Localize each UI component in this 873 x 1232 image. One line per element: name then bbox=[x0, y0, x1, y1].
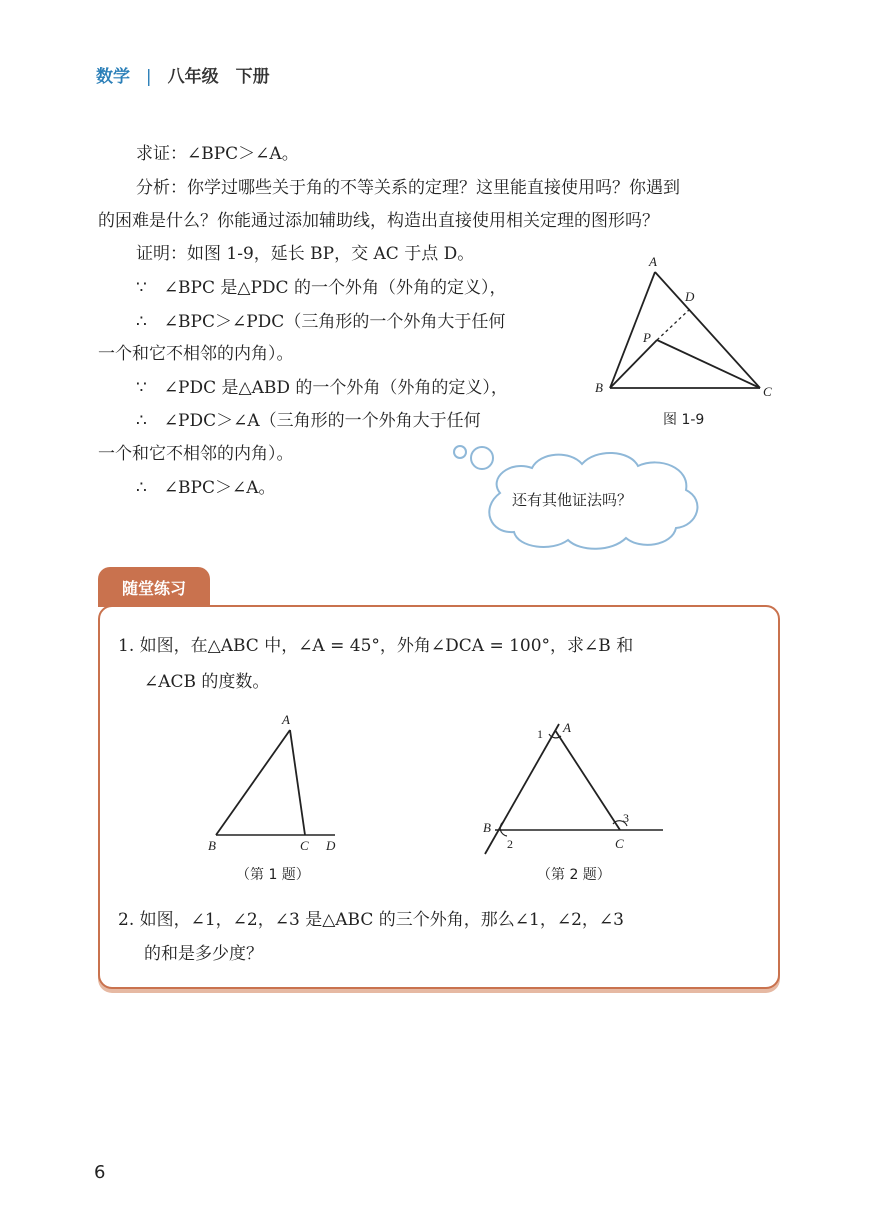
q2-label-1: 1 bbox=[537, 727, 543, 741]
proof-line-11: ∴ ∠BPC＞∠A。 bbox=[136, 478, 276, 498]
q2-label-3: 3 bbox=[623, 811, 629, 825]
header-subject: 数学 bbox=[96, 67, 130, 87]
question-2-line-1: 2. 如图，∠1，∠2，∠3 是△ABC 的三个外角，那么∠1，∠2，∠3 bbox=[118, 910, 624, 930]
fig19-label-b: B bbox=[595, 380, 603, 395]
question-1-line-1: 1. 如图，在△ABC 中，∠A = 45°，外角∠DCA = 100°，求∠B 和 bbox=[118, 636, 634, 656]
fig19-segment-pc bbox=[657, 340, 760, 388]
figure-1-9 bbox=[585, 250, 785, 410]
practice-title: 随堂练习 bbox=[98, 567, 210, 607]
fig19-label-p: P bbox=[643, 330, 651, 345]
proof-line-10: 一个和它不相邻的内角）。 bbox=[98, 444, 294, 464]
proof-line-5: ∵ ∠BPC 是△PDC 的一个外角（外角的定义）， bbox=[136, 278, 507, 298]
q1-label-d: D bbox=[326, 838, 336, 853]
q2-label-a: A bbox=[563, 720, 571, 735]
fig19-label-d: D bbox=[685, 289, 695, 304]
q2-caption: （第 2 题） bbox=[537, 867, 611, 883]
proof-line-4: 证明：如图 1-9，延长 BP，交 AC 于点 D。 bbox=[136, 244, 475, 264]
header-grade: 八年级 下册 bbox=[167, 67, 270, 87]
q2-label-2: 2 bbox=[507, 837, 513, 851]
q1-caption: （第 1 题） bbox=[236, 867, 310, 883]
fig19-extension-pd bbox=[657, 308, 691, 340]
figure-q1 bbox=[200, 708, 360, 858]
q1-edge-ab bbox=[216, 730, 290, 835]
page-header bbox=[96, 62, 270, 87]
fig19-label-a: A bbox=[649, 254, 657, 269]
q1-label-a: A bbox=[282, 712, 290, 727]
fig19-caption: 图 1-9 bbox=[663, 412, 705, 428]
q2-angle-2-arc bbox=[500, 822, 507, 836]
question-2-line-2: 的和是多少度？ bbox=[144, 944, 263, 964]
q1-label-c: C bbox=[300, 838, 309, 853]
fig19-edge-ac bbox=[655, 272, 760, 388]
q2-label-b: B bbox=[483, 820, 491, 835]
fig19-label-c: C bbox=[763, 384, 772, 399]
q2-line-ab-extended bbox=[485, 724, 559, 854]
proof-line-8: ∵ ∠PDC 是△ABD 的一个外角（外角的定义）， bbox=[136, 378, 508, 398]
proof-line-3: 的困难是什么？你能通过添加辅助线，构造出直接使用相关定理的图形吗？ bbox=[98, 211, 659, 231]
figure-q2 bbox=[475, 712, 675, 862]
q1-label-b: B bbox=[208, 838, 216, 853]
proof-line-2: 分析：你学过哪些关于角的不等关系的定理？这里能直接使用吗？你遇到 bbox=[136, 178, 680, 198]
q2-label-c: C bbox=[615, 836, 624, 851]
proof-line-6: ∴ ∠BPC＞∠PDC（三角形的一个外角大于任何 bbox=[136, 312, 506, 332]
page-number: 6 bbox=[94, 1162, 106, 1183]
q2-edge-ac bbox=[555, 730, 620, 830]
proof-line-1: 求证：∠BPC＞∠A。 bbox=[136, 144, 299, 164]
header-separator: | bbox=[145, 67, 152, 87]
question-1-line-2: ∠ACB 的度数。 bbox=[144, 672, 270, 692]
fig19-segment-bp bbox=[610, 340, 657, 388]
proof-line-7: 一个和它不相邻的内角）。 bbox=[98, 344, 294, 364]
bubble-text: 还有其他证法吗？ bbox=[512, 491, 633, 509]
q1-edge-ac bbox=[290, 730, 305, 835]
proof-line-9: ∴ ∠PDC＞∠A（三角形的一个外角大于任何 bbox=[136, 411, 481, 431]
